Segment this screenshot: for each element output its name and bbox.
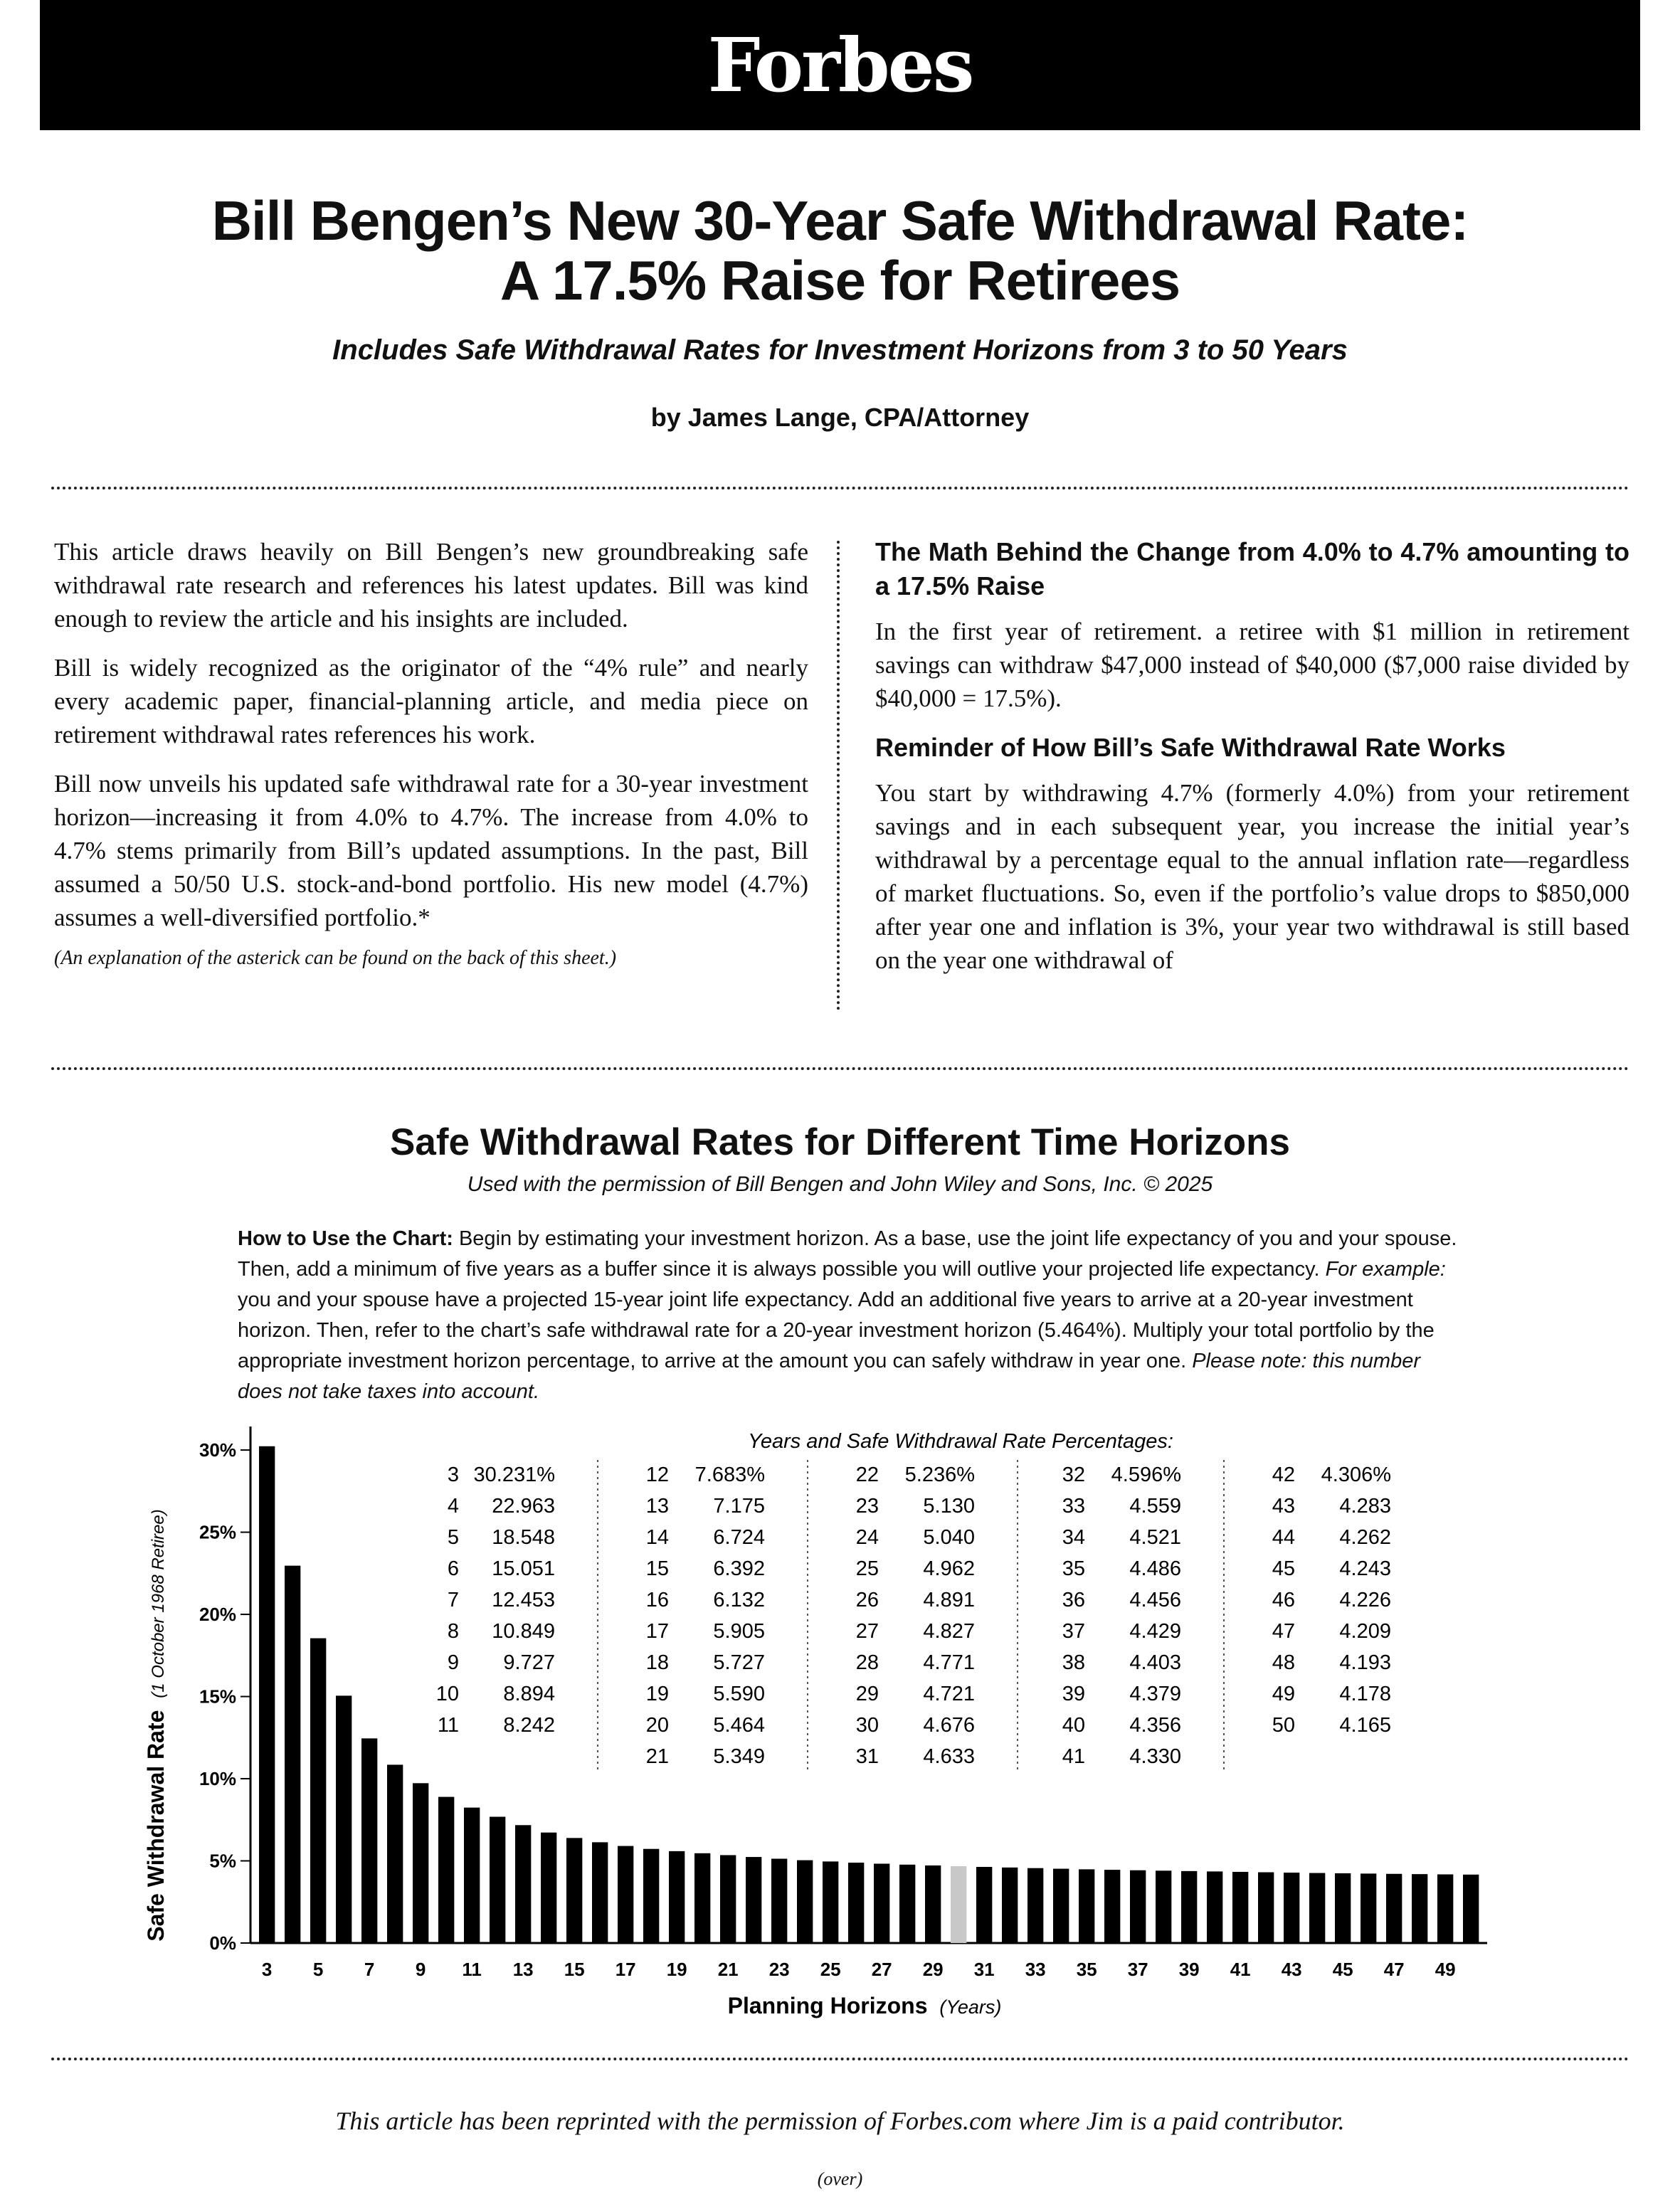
- table-year: 13: [645, 1495, 669, 1518]
- bar: [387, 1764, 403, 1943]
- table-year: 9: [447, 1651, 459, 1674]
- table-rate: 9.727: [503, 1651, 555, 1674]
- table-year: 7: [447, 1589, 459, 1611]
- table-rate: 4.633: [923, 1745, 975, 1768]
- table-year: 18: [645, 1651, 669, 1674]
- x-axis-note: (Years): [939, 1996, 1002, 2018]
- table-rate: 4.429: [1129, 1620, 1181, 1643]
- bar: [1258, 1873, 1274, 1943]
- bar: [1207, 1871, 1222, 1943]
- table-rate: 4.721: [923, 1683, 975, 1705]
- table-rate: 4.209: [1339, 1620, 1391, 1643]
- x-tick-label: 23: [768, 1959, 790, 1980]
- x-tick-label: 35: [1076, 1959, 1097, 1980]
- bar: [797, 1860, 813, 1943]
- table-year: 28: [855, 1651, 879, 1674]
- table-rate: 4.403: [1129, 1651, 1181, 1674]
- bar: [618, 1846, 633, 1943]
- reprint-note: This article has been reprinted with the permission of Forbes.com where Jim is a paid contributor.: [335, 2107, 1345, 2135]
- table-year: 27: [855, 1620, 879, 1643]
- table-year: 11: [437, 1714, 459, 1737]
- bar: [1284, 1873, 1299, 1943]
- bar: [1386, 1874, 1402, 1943]
- y-axis-label: Safe Withdrawal Rate: [143, 1710, 169, 1942]
- table-rate: 7.683%: [694, 1463, 765, 1486]
- table-year: 41: [1062, 1745, 1085, 1768]
- table-year: 31: [855, 1745, 879, 1768]
- table-year: 47: [1272, 1620, 1295, 1643]
- table-year: 23: [855, 1495, 879, 1518]
- bar: [746, 1857, 761, 1943]
- table-year: 30: [855, 1714, 879, 1737]
- table-year: 45: [1272, 1557, 1295, 1580]
- table-rate: 18.548: [492, 1526, 555, 1549]
- y-axis-note: (1 October 1968 Retiree): [149, 1509, 168, 1698]
- table-rate: 4.962: [923, 1557, 975, 1580]
- table-year: 48: [1272, 1651, 1295, 1674]
- table-year: 42: [1272, 1463, 1295, 1486]
- table-year: 22: [855, 1463, 879, 1486]
- table-year: 26: [855, 1589, 879, 1611]
- table-rate: 5.040: [923, 1526, 975, 1549]
- table-rate: 4.283: [1339, 1495, 1391, 1518]
- bar: [285, 1566, 300, 1943]
- table-rate: 6.132: [713, 1589, 765, 1611]
- divider-top: [51, 487, 1629, 489]
- bar: [976, 1867, 992, 1943]
- table-year: 34: [1062, 1526, 1085, 1549]
- table-year: 12: [645, 1463, 669, 1486]
- table-year: 21: [645, 1745, 669, 1768]
- table-year: 10: [435, 1683, 459, 1705]
- table-rate: 4.165: [1339, 1714, 1391, 1737]
- x-tick-label: 27: [871, 1959, 892, 1980]
- table-rate: 5.236%: [904, 1463, 975, 1486]
- x-tick-label: 17: [615, 1959, 636, 1980]
- table-year: 19: [645, 1683, 669, 1705]
- divider-bottom: [51, 2058, 1629, 2060]
- table-rate: 4.456: [1129, 1589, 1181, 1611]
- table-year: 49: [1272, 1683, 1295, 1705]
- bar: [669, 1851, 685, 1943]
- table-rate: 4.226: [1339, 1589, 1391, 1611]
- table-rate: 4.262: [1339, 1526, 1391, 1549]
- left-paragraph-1: This article draws heavily on Bill Bengen’s new groundbreaking safe withdrawal rate research and references his latest updates. Bill was kind enough to review the article and his insights are included.: [54, 538, 808, 632]
- y-tick-label: 30%: [199, 1439, 236, 1461]
- table-rate: 4.676: [923, 1714, 975, 1737]
- bar: [1156, 1870, 1171, 1943]
- how-to-text-1: Begin by estimating your investment horizon. As a base, use the joint life expectancy of you and your spouse. Then, add a minimum of five years as a buffer since it is always possible you will outlive your projected life expectancy.: [238, 1227, 1457, 1281]
- table-year: 50: [1272, 1714, 1295, 1737]
- table-rate: 4.356: [1129, 1714, 1181, 1737]
- title-line-1: Bill Bengen’s New 30-Year Safe Withdrawal Rate:: [211, 189, 1469, 252]
- table-rate: 5.464: [713, 1714, 765, 1737]
- chart-credit: Used with the permission of Bill Bengen and John Wiley and Sons, Inc. © 2025: [467, 1173, 1213, 1196]
- x-tick-label: 13: [512, 1959, 534, 1980]
- x-axis-title: [728, 1993, 1002, 2018]
- table-year: 37: [1062, 1620, 1085, 1643]
- bar: [515, 1825, 531, 1943]
- bar: [1181, 1871, 1197, 1943]
- table-year: 6: [447, 1557, 459, 1580]
- y-tick-label: 0%: [209, 1932, 236, 1954]
- masthead: [40, 0, 1640, 130]
- y-tick-labels: [199, 1439, 250, 1954]
- asterisk-note: (An explanation of the asterick can be found on the back of this sheet.): [54, 947, 617, 969]
- reminder-paragraph: You start by withdrawing 4.7% (formerly 4.0%) from your retirement savings and in each subsequent year, you increase the initial year’s withdrawal by a percentage equal to the annual inflation rate—regardless of market fluctuations. So, even if the portfolio’s value drops to $850,000 after year one and inflation is 3%, your year two withdrawal is still based on the year one withdrawal of: [875, 779, 1629, 974]
- bar: [925, 1865, 941, 1943]
- table-year: 20: [645, 1714, 669, 1737]
- table-title: Years and Safe Withdrawal Rate Percentages:: [748, 1430, 1173, 1453]
- bar: [438, 1797, 454, 1943]
- table-year: 16: [645, 1589, 669, 1611]
- bar: [592, 1842, 608, 1943]
- bar: [951, 1866, 966, 1943]
- x-tick-label: 11: [462, 1959, 482, 1980]
- bar: [1104, 1870, 1120, 1943]
- math-heading: The Math Behind the Change from 4.0% to 4.7% amounting to a 17.5% Raise: [875, 537, 1629, 600]
- table-rate: 8.894: [503, 1683, 555, 1705]
- bar: [1079, 1869, 1094, 1943]
- x-tick-label: 49: [1435, 1959, 1456, 1980]
- y-tick-label: 10%: [199, 1768, 236, 1790]
- bar: [694, 1853, 710, 1943]
- byline: by James Lange, CPA/Attorney: [650, 403, 1030, 432]
- table-rate: 7.175: [713, 1495, 765, 1518]
- y-tick-label: 15%: [199, 1685, 236, 1708]
- reminder-heading: Reminder of How Bill’s Safe Withdrawal Rate Works: [875, 733, 1506, 762]
- y-tick-label: 25%: [199, 1521, 236, 1543]
- table-rate: 4.559: [1129, 1495, 1181, 1518]
- title-line-2: A 17.5% Raise for Retirees: [500, 249, 1180, 312]
- table-year: 36: [1062, 1589, 1085, 1611]
- table-rate: 30.231%: [473, 1463, 555, 1486]
- table-year: 39: [1062, 1683, 1085, 1705]
- x-tick-label: 39: [1178, 1959, 1200, 1980]
- bar: [361, 1738, 377, 1943]
- bar: [566, 1838, 582, 1943]
- table-rate: 4.486: [1129, 1557, 1181, 1580]
- how-to-text-2: you and your spouse have a projected 15-year joint life expectancy. Add an additional five years to arrive at a 20-year investment horizon. Then, refer to the chart’s safe withdrawal rate for a 20-year investment horizon (5.464%). Multiply your total portfolio by the appropriate investment horizon percentage, to arrive at the amount you can safely withdraw in year one.: [238, 1288, 1435, 1372]
- bar: [413, 1783, 428, 1943]
- x-tick-label: 19: [666, 1959, 687, 1980]
- table-year: 43: [1272, 1495, 1295, 1518]
- bar: [490, 1817, 505, 1943]
- bar: [1053, 1869, 1069, 1943]
- how-to-label: How to Use the Chart:: [238, 1227, 453, 1250]
- table-rate: 5.727: [713, 1651, 765, 1674]
- chart-title: Safe Withdrawal Rates for Different Time Horizons: [390, 1121, 1290, 1163]
- left-column: [54, 535, 808, 988]
- bar: [1335, 1873, 1351, 1943]
- table-rate: 4.379: [1129, 1683, 1181, 1705]
- x-tick-label: 25: [820, 1959, 841, 1980]
- math-paragraph: In the first year of retirement. a retiree with $1 million in retirement savings can withdraw $47,000 instead of $40,000 ($7,000 raise divided by $40,000 = 17.5%).: [875, 618, 1629, 712]
- table-year: 35: [1062, 1557, 1085, 1580]
- bar: [1463, 1875, 1479, 1943]
- table-rate: 8.242: [503, 1714, 555, 1737]
- table-rate: 4.193: [1339, 1651, 1391, 1674]
- table-year: 32: [1062, 1463, 1085, 1486]
- table-year: 4: [447, 1495, 459, 1518]
- table-rate: 4.306%: [1321, 1463, 1391, 1486]
- x-tick-label: 21: [717, 1959, 739, 1980]
- bar: [259, 1446, 275, 1943]
- x-tick-label: 7: [364, 1959, 375, 1980]
- x-tick-label: 47: [1383, 1959, 1405, 1980]
- x-tick-label: 15: [564, 1959, 585, 1980]
- example-label: For example:: [1325, 1258, 1446, 1281]
- bar: [1002, 1868, 1018, 1943]
- table-rate: 6.724: [713, 1526, 765, 1549]
- left-paragraph-2: Bill is widely recognized as the originator of the “4% rule” and nearly every academic paper, financial-planning article, and media piece on retirement withdrawal rates references his work.: [54, 654, 808, 748]
- table-rate: 5.905: [713, 1620, 765, 1643]
- table-rate: 4.521: [1129, 1526, 1181, 1549]
- table-rate: 12.453: [492, 1589, 555, 1611]
- bar: [1437, 1875, 1453, 1943]
- bar: [310, 1639, 326, 1943]
- table-rate: 4.596%: [1111, 1463, 1181, 1486]
- x-tick-label: 9: [415, 1959, 426, 1980]
- bar: [720, 1855, 736, 1943]
- bar: [1361, 1873, 1376, 1943]
- table-rate: 4.771: [923, 1651, 975, 1674]
- x-tick-labels: [262, 1959, 1456, 1980]
- bar: [336, 1695, 352, 1943]
- table-rate: 5.130: [923, 1495, 975, 1518]
- bar: [464, 1808, 480, 1943]
- x-tick-label: 37: [1127, 1959, 1148, 1980]
- article-title: [40, 191, 1640, 310]
- x-axis-label: Planning Horizons: [727, 1993, 928, 2018]
- bar: [1027, 1868, 1043, 1943]
- bar: [1130, 1870, 1146, 1943]
- table-rate: 15.051: [492, 1557, 555, 1580]
- rate-table: [436, 1460, 1391, 1770]
- x-tick-label: 29: [922, 1959, 944, 1980]
- y-tick-label: 20%: [199, 1604, 236, 1626]
- bar: [874, 1864, 889, 1943]
- bar: [899, 1865, 915, 1943]
- table-rate: 6.392: [713, 1557, 765, 1580]
- x-tick-label: 33: [1025, 1959, 1046, 1980]
- x-tick-label: 5: [312, 1959, 324, 1980]
- table-rate: 4.243: [1339, 1557, 1391, 1580]
- table-rate: 4.827: [923, 1620, 975, 1643]
- x-tick-label: 43: [1281, 1959, 1302, 1980]
- table-year: 3: [447, 1463, 459, 1486]
- table-year: 5: [447, 1526, 459, 1549]
- y-axis-title: [143, 1509, 169, 1941]
- table-year: 44: [1272, 1526, 1295, 1549]
- table-year: 17: [645, 1620, 669, 1643]
- forbes-logo: Forbes: [707, 21, 973, 109]
- table-year: 29: [855, 1683, 879, 1705]
- y-tick-label: 5%: [209, 1850, 236, 1872]
- withdrawal-rate-chart: [0, 1416, 1680, 2028]
- divider-middle: [51, 1067, 1629, 1070]
- table-rate: 4.891: [923, 1589, 975, 1611]
- tax-note: Please note: this number does not take taxes into account.: [238, 1350, 1421, 1403]
- bar: [1309, 1873, 1325, 1943]
- table-year: 40: [1062, 1714, 1085, 1737]
- bar: [1412, 1874, 1427, 1943]
- x-tick-label: 45: [1332, 1959, 1353, 1980]
- x-tick-label: 3: [261, 1959, 273, 1980]
- table-rate: 4.330: [1129, 1745, 1181, 1768]
- x-tick-label: 31: [973, 1959, 995, 1980]
- how-to-use-text: [238, 1224, 1469, 1407]
- bar: [848, 1863, 864, 1943]
- table-rate: 10.849: [492, 1620, 555, 1643]
- bar: [643, 1849, 659, 1943]
- right-column: [875, 535, 1629, 1019]
- table-rate: 5.590: [713, 1683, 765, 1705]
- bar: [771, 1859, 787, 1943]
- table-year: 14: [645, 1526, 669, 1549]
- article-subtitle: Includes Safe Withdrawal Rates for Investment Horizons from 3 to 50 Years: [332, 334, 1348, 366]
- table-year: 8: [447, 1620, 459, 1643]
- table-year: 25: [855, 1557, 879, 1580]
- bar: [1232, 1872, 1248, 1943]
- bar: [541, 1833, 556, 1943]
- x-tick-label: 41: [1230, 1959, 1251, 1980]
- table-year: 33: [1062, 1495, 1085, 1518]
- table-year: 38: [1062, 1651, 1085, 1674]
- table-rate: 4.178: [1339, 1683, 1391, 1705]
- column-divider: [837, 541, 840, 1010]
- table-rate: 22.963: [492, 1495, 555, 1518]
- table-year: 15: [645, 1557, 669, 1580]
- left-paragraph-3: Bill now unveils his updated safe withdrawal rate for a 30-year investment horizon—increasing it from 4.0% to 4.7%. The increase from 4.0% to 4.7% stems primarily from Bill’s updated assumptions. In the past, Bill assumed a 50/50 U.S. stock-and-bond portfolio. His new model (4.7%) assumes a well-diversified portfolio.*: [54, 770, 808, 931]
- table-year: 24: [855, 1526, 879, 1549]
- table-rate: 5.349: [713, 1745, 765, 1768]
- bar: [823, 1861, 838, 1943]
- over-label: (over): [817, 2169, 863, 2189]
- table-year: 46: [1272, 1589, 1295, 1611]
